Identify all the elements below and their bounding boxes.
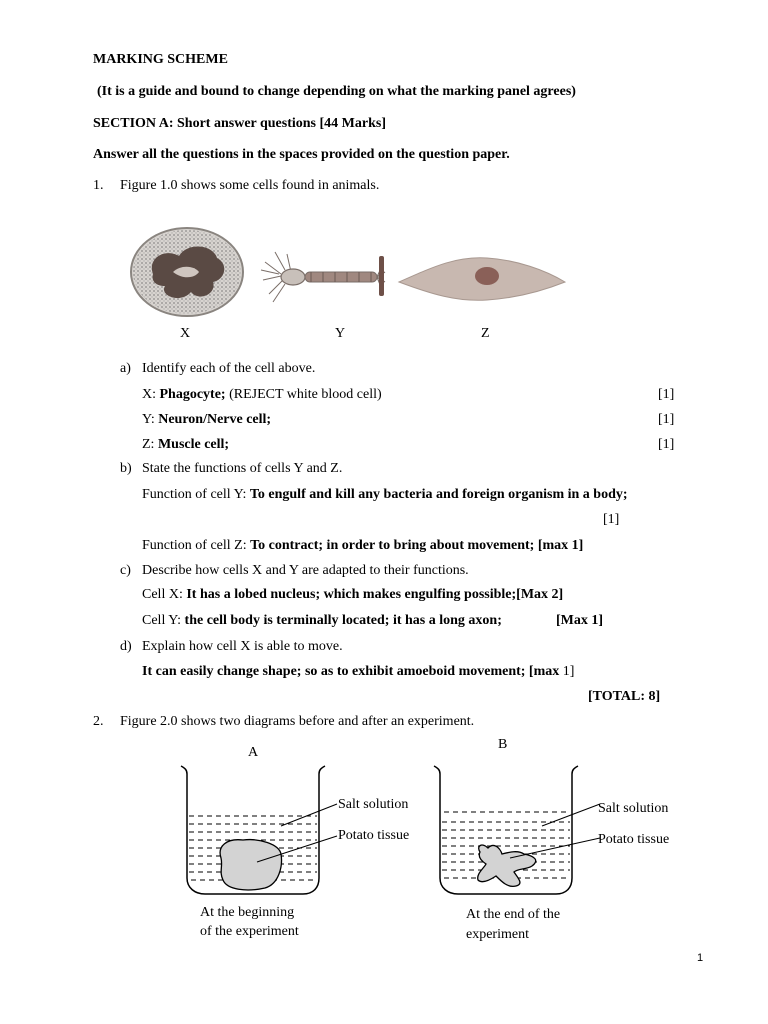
q1-total: [TOTAL: 8] <box>588 689 661 704</box>
q1b-answer-y: Function of cell Y: To engulf and kill any bacteria and foreign organism in a body; <box>142 487 628 502</box>
beaker-a-salt-label: Salt solution <box>338 797 409 812</box>
neuron-cell-y <box>261 252 385 302</box>
q1-number: 1. <box>93 178 104 193</box>
beaker-b-caption-1: At the end of the <box>466 907 561 922</box>
instruction: Answer all the questions in the spaces provided on the question paper. <box>93 147 510 162</box>
beaker-b-salt-label: Salt solution <box>598 801 669 816</box>
figure-label-y: Y <box>335 326 346 341</box>
q1b-mark-y: [1] <box>603 512 620 527</box>
beaker-a-caption-1: At the beginning <box>200 905 295 920</box>
q1b-question: State the functions of cells Y and Z. <box>142 461 343 476</box>
beaker-b-label: B <box>498 737 508 752</box>
q1c-answer-x: Cell X: It has a lobed nucleus; which makes engulfing possible;[Max 2] <box>142 587 564 602</box>
q1a-mark-z: [1] <box>658 437 675 452</box>
figure-label-z: Z <box>481 326 490 341</box>
q1c-letter: c) <box>120 563 131 578</box>
q1a-answer-x: X: Phagocyte; (REJECT white blood cell) <box>142 387 382 402</box>
beaker-a-caption-2: of the experiment <box>200 924 299 939</box>
beaker-b <box>430 762 590 902</box>
q1a-answer-y: Y: Neuron/Nerve cell; <box>142 412 272 427</box>
q2-stem: Figure 2.0 shows two diagrams before and after an experiment. <box>120 714 475 729</box>
guide-note: (It is a guide and bound to change depending on what the marking panel agrees) <box>97 84 576 99</box>
q1b-answer-z: Function of cell Z: To contract; in order to bring about movement; [max 1] <box>142 538 584 553</box>
beaker-a-label: A <box>248 745 259 760</box>
q2-number: 2. <box>93 714 104 729</box>
q1a-question: Identify each of the cell above. <box>142 361 316 376</box>
q1a-letter: a) <box>120 361 131 376</box>
q1a-answer-z: Z: Muscle cell; <box>142 437 230 452</box>
beaker-a <box>175 762 335 902</box>
beaker-a-tissue-label: Potato tissue <box>338 828 410 843</box>
potato-tissue-a <box>220 840 281 890</box>
beaker-b-caption-2: experiment <box>466 927 529 942</box>
page-number: 1 <box>697 952 704 964</box>
q1c-mark-y: [Max 1] <box>556 613 604 628</box>
q1a-mark-x: [1] <box>658 387 675 402</box>
muscle-cell-z <box>399 258 565 301</box>
q1c-answer-y: Cell Y: the cell body is terminally located; it has a long axon; <box>142 613 502 628</box>
potato-tissue-b <box>478 845 536 886</box>
section-heading: SECTION A: Short answer questions [44 Marks] <box>93 116 386 131</box>
q1d-answer: It can easily change shape; so as to exhibit amoeboid movement; [max 1] <box>142 664 575 679</box>
q1b-letter: b) <box>120 461 132 476</box>
q1c-question: Describe how cells X and Y are adapted to their functions. <box>142 563 469 578</box>
phagocyte-cell-x <box>131 228 243 316</box>
figure-label-x: X <box>180 326 191 341</box>
cell-figure <box>125 222 565 322</box>
q1-stem: Figure 1.0 shows some cells found in animals. <box>120 178 380 193</box>
q1d-question: Explain how cell X is able to move. <box>142 639 343 654</box>
q1d-letter: d) <box>120 639 132 654</box>
page-title: MARKING SCHEME <box>93 52 228 67</box>
beaker-b-tissue-label: Potato tissue <box>598 832 670 847</box>
q1a-mark-y: [1] <box>658 412 675 427</box>
